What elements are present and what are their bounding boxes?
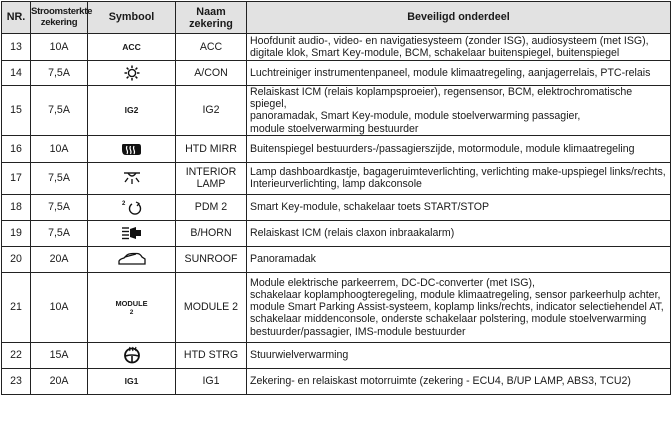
fuse-name: B/HORN [176, 220, 247, 246]
fuse-name: ACC [176, 34, 247, 61]
fuse-symbol [88, 86, 176, 136]
fuse-amperage: 15A [31, 342, 88, 368]
fuse-name: PDM 2 [176, 194, 247, 220]
fuse-number: 22 [2, 342, 31, 368]
fuse-amperage: 10A [31, 272, 88, 342]
protected-component [247, 368, 671, 394]
fuse-amperage: 10A [31, 135, 88, 162]
desc-line: panoramadak, Smart Key-module, module stoelverwarming passagier, [250, 110, 581, 123]
fuse-symbol [88, 272, 176, 342]
fuse-amperage: 7,5A [31, 194, 88, 220]
fuse-name-line: INTERIOR [185, 166, 237, 179]
header-symbol: Symbool [88, 2, 176, 34]
ig1-symbol-label: IG1 [124, 376, 139, 387]
module-symbol-sub: 2 [129, 309, 134, 317]
desc-line: Interieurverlichting, lamp dakconsole [250, 178, 422, 191]
fuse-name [176, 162, 247, 194]
fuse-symbol [88, 246, 176, 272]
fuse-symbol [88, 61, 176, 86]
desc-line: Panoramadak [250, 253, 316, 266]
table-row [2, 194, 671, 220]
header-fuse-name-line1: Naam [196, 5, 226, 18]
desc-line: Relaiskast ICM (relais koplampsproeier), regensensor, BCM, elektrochromatische spiegel, [250, 86, 633, 111]
fuse-number: 13 [2, 34, 31, 61]
desc-line: Luchtreiniger instrumentenpaneel, module klimaatregeling, aanjagerrelais, PTC-relais [250, 66, 651, 79]
horn-icon [121, 226, 143, 240]
acc-symbol-label: ACC [122, 41, 141, 52]
ig2-symbol-label: IG2 [124, 105, 139, 116]
header-nr: NR. [2, 2, 31, 34]
table-row [2, 368, 671, 394]
desc-line: Stuurwielverwarming [250, 349, 349, 362]
table-row [2, 61, 671, 86]
protected-component [247, 162, 671, 194]
fuse-symbol [88, 368, 176, 394]
fuse-name: HTD MIRR [176, 135, 247, 162]
protected-component [247, 135, 671, 162]
desc-line: bestuurder/passagier, IMS-module bestuurder [250, 325, 466, 338]
protected-component [247, 86, 671, 136]
fuse-amperage: 10A [31, 34, 88, 61]
fuse-amperage: 7,5A [31, 61, 88, 86]
desc-line: Lamp dashboardkastje, bagageruimteverlichting, verlichting make-upspiegel links/rechts, [250, 166, 666, 179]
header-row [2, 2, 671, 34]
desc-line: schakelaar koplamphoogteregeling, module klimaatregeling, sensor parkeerhulp achter, [250, 289, 661, 301]
fuse-symbol [88, 162, 176, 194]
fuse-number: 23 [2, 368, 31, 394]
protected-component [247, 272, 671, 342]
desc-line: schakelaar middenconsole, onderste schakelaar polstering, module stoelverwarming [250, 313, 647, 326]
fuse-number: 14 [2, 61, 31, 86]
fuse-table [1, 1, 671, 395]
fuse-name: IG1 [176, 368, 247, 394]
fuse-name: MODULE 2 [176, 272, 247, 342]
power-start-icon [120, 199, 144, 215]
svg-text:2: 2 [121, 201, 125, 208]
desc-line: Smart Key-module, schakelaar toets START/STOP [250, 201, 490, 214]
fuse-amperage: 20A [31, 368, 88, 394]
fuse-symbol [88, 135, 176, 162]
fuse-name: IG2 [176, 86, 247, 136]
desc-line: digitale klok, Smart Key-module, BCM, schakelaar buitenspiegel, buitenspiegel [250, 47, 620, 59]
fuse-number: 16 [2, 135, 31, 162]
module-symbol-text: MODULE [115, 299, 148, 309]
fuse-name: A/CON [176, 61, 247, 86]
fuse-symbol [88, 194, 176, 220]
fuse-name: HTD STRG [176, 342, 247, 368]
fuse-symbol [88, 220, 176, 246]
protected-component [247, 194, 671, 220]
desc-line: module stoelverwarming bestuurder [250, 122, 419, 135]
table-row [2, 34, 671, 61]
protected-component [247, 342, 671, 368]
module-symbol-label [88, 299, 175, 317]
header-fuse-name-line2: zekering [189, 17, 233, 30]
table-row [2, 86, 671, 136]
fuse-number: 21 [2, 272, 31, 342]
fuse-name-line: LAMP [196, 178, 226, 191]
header-amperage-line1: Stroomsterkte [31, 6, 93, 17]
protected-component [247, 246, 671, 272]
fuse-number: 19 [2, 220, 31, 246]
table-row [2, 342, 671, 368]
protected-component [247, 220, 671, 246]
table-row [2, 135, 671, 162]
table-row [2, 246, 671, 272]
desc-line: module Smart Parking Assist-systeem, koplamp links/rechts, indicator selectiehendel AT, [250, 301, 664, 314]
fuse-number: 18 [2, 194, 31, 220]
desc-line: Buitenspiegel bestuurders-/passagierszijde, motormodule, module klimaatregeling [250, 142, 635, 155]
interior-lamp-icon [122, 171, 142, 185]
fuse-amperage: 7,5A [31, 86, 88, 136]
fuse-number: 15 [2, 86, 31, 136]
desc-line: Module elektrische parkeerrem, DC-DC-converter (met ISG), [250, 276, 535, 289]
header-amperage [31, 2, 93, 34]
steering-heater-icon [123, 346, 141, 364]
header-protected-component: Beveiligd onderdeel [247, 2, 671, 34]
fuse-name: SUNROOF [176, 246, 247, 272]
fuse-amperage: 7,5A [31, 162, 88, 194]
fuse-number: 17 [2, 162, 31, 194]
desc-line: Hoofdunit audio-, video- en navigatiesysteem (zonder ISG), audiosysteem (met ISG), [250, 34, 649, 47]
table-row [2, 162, 671, 194]
fuse-number: 20 [2, 246, 31, 272]
protected-component [247, 61, 671, 86]
desc-line: Zekering- en relaiskast motorruimte (zekering - ECU4, B/UP LAMP, ABS3, TCU2) [250, 375, 631, 388]
header-fuse-name [176, 2, 247, 34]
protected-component [247, 34, 671, 61]
sun-gear-icon [124, 65, 140, 81]
table-row [2, 272, 671, 342]
mirror-heater-icon [121, 142, 143, 156]
table-row [2, 220, 671, 246]
fuse-symbol [88, 34, 176, 61]
fuse-symbol [88, 342, 176, 368]
desc-line: Relaiskast ICM (relais claxon inbraakalarm) [250, 227, 455, 240]
fuse-amperage: 20A [31, 246, 88, 272]
fuse-amperage: 7,5A [31, 220, 88, 246]
header-amperage-line2: zekering [40, 16, 78, 28]
sunroof-icon [117, 252, 147, 266]
